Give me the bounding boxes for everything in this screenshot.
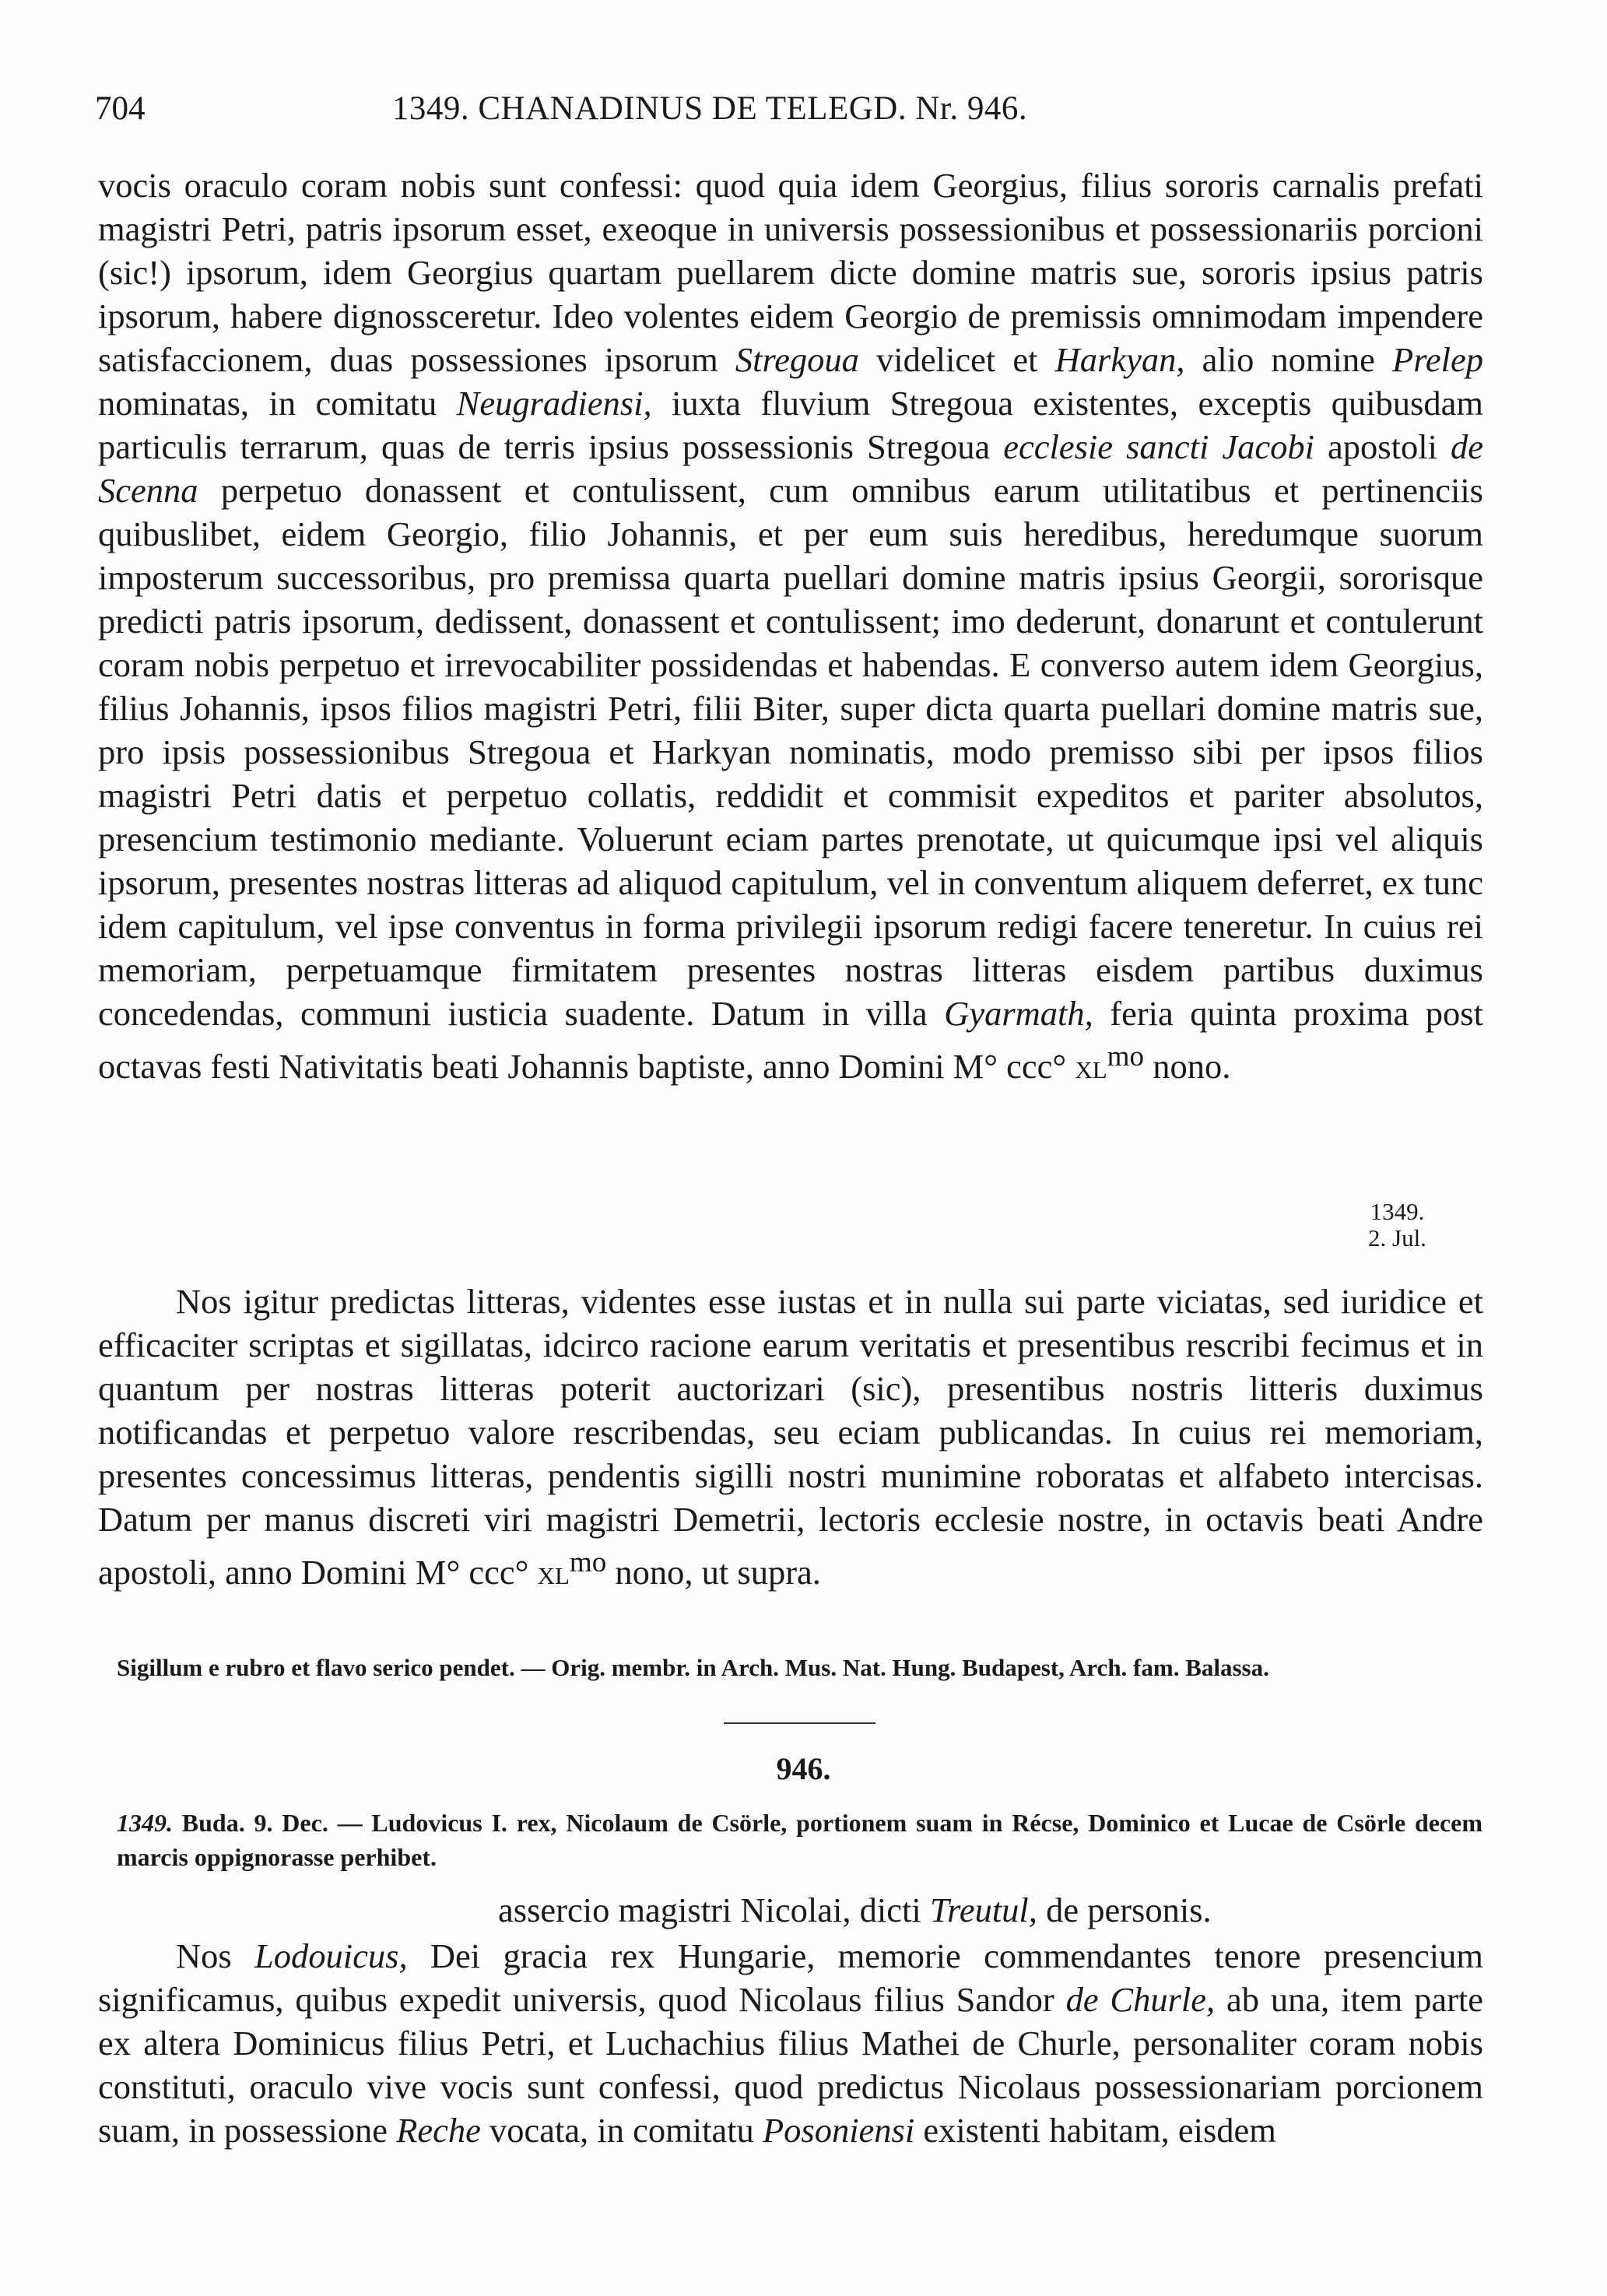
running-head: 1349. CHANADINUS DE TELEGD. Nr. 946. — [391, 90, 1028, 127]
document-number: 946. — [776, 1751, 831, 1786]
assercio-line: assercio magistri Nicolai, dicti Treutul, de personis. — [498, 1891, 1212, 1929]
section-divider — [724, 1722, 875, 1724]
regest-summary: 1349. Buda. 9. Dec. — Ludovicus I. rex, Nicolaum de Csörle, portionem suam in Récse, Dominico et Lucae de Csörle decem marcis oppignorasse perhibet. — [117, 1809, 1482, 1871]
confirmation-text — [98, 1280, 1483, 1594]
charter-text-946 — [98, 1934, 1483, 2152]
charter-text-continued — [98, 163, 1483, 1088]
paragraph-3: Nos Lodouicus, Dei gracia rex Hungarie, memorie commendantes tenore presencium significamus, quibus expedit universis, quod Nicolaus filius Sandor de Churle, ab una, item parte ex altera Dominicus filius Petri, et Luchachius filius Mathei de Churle, personaliter coram nobis constituti, oraculo vive vocis sunt confessi, quod predictus Nicolaus possessionariam porcionem suam, in possessione Reche vocata, in comitatu Posoniensi existenti habitam, eisdem — [98, 1936, 1484, 2150]
margin-date — [1368, 1199, 1426, 1252]
margin-date-day: 2. Jul. — [1368, 1224, 1426, 1252]
page-header — [95, 86, 1519, 132]
paragraph-2: Nos igitur predictas litteras, videntes esse iustas et in nulla sui parte viciatas, sed iuridice et efficaciter scriptas et sigillatas, idcirco racione earum veritatis et presentibus rescribi fecimus et in quantum per nostras litteras poterit auctorizari (sic), presentibus nostris litteris duximus notificandas et perpetuo valore rescribendas, seu eciam publicandas. In cuius rei memoriam, presentes concessimus litteras, pendentis sigilli nostri munimine roboratas et alfabeto intercisas. Datum per manus discreti viri magistri Demetrii, lectoris ecclesie nostre, in octavis beati Andre apostoli, anno Domini M° ccc° $xl^{mo}$ nono, ut supra. — [98, 1282, 1483, 1592]
source-note: Sigillum e rubro et flavo serico pendet. — Orig. membr. in Arch. Mus. Nat. Hung. Budapest, Arch. fam. Balassa. — [117, 1654, 1269, 1681]
margin-date-year: 1349. — [1370, 1198, 1425, 1225]
paragraph-1: vocis oraculo coram nobis sunt confessi: quod quia idem Georgius, filius sororis carnalis prefati magistri Petri, patris ipsorum esset, exeoque in universis possessionibus et possessionariis porcioni (sic!) ipsorum, idem Georgius quartam puellarem dicte domine matris sue, sororis ipsius patris ipsorum, habere dignossceretur. Ideo volentes eidem Georgio de premissis omnimodam impendere satisfaccionem, duas possessiones ipsorum Stregoua videlicet et Harkyan, alio nomine Prelep nominatas, in comitatu Neugradiensi, iuxta fluvium Stregoua existentes, exceptis quibusdam particulis terrarum, quas de terris ipsius possessionis Stregoua ecclesie sancti Jacobi apostoli de Scenna perpetuo donassent et contulissent, cum omnibus earum utilitatibus et pertinenciis quibuslibet, eidem Georgio, filio Johannis, et per eum suis heredibus, heredumque suorum imposterum successoribus, pro premissa quarta puellari domine matris ipsius Georgii, sororisque predicti patris ipsorum, dedissent, donassent et contulissent; imo dederunt, donarunt et contulerunt coram nobis perpetuo et irrevocabiliter possidendas et habendas. E converso autem idem Georgius, filius Johannis, ipsos filios magistri Petri, filii Biter, super dicta quarta puellari domine matris sue, pro ipsis possessionibus Stregoua et Harkyan nominatis, modo premisso sibi per ipsos filios magistri Petri datis et perpetuo collatis, reddidit et commisit expeditos et pariter absolutos, presencium testimonio mediante. Voluerunt eciam partes prenotate, ut quicumque ipsi vel aliquis ipsorum, presentes nostras litteras ad aliquod capitulum, vel in conventum aliquem deferret, ex tunc idem capitulum, vel ipse conventus in forma privilegii ipsorum redigi facere teneretur. In cuius rei memoriam, perpetuamque firmitatem presentes nostras litteras eisdem partibus duximus concedendas, communi iusticia suadente. Datum in villa Gyarmath, feria quinta proxima post octavas festi Nativitatis beati Johannis baptiste, anno Domini M° ccc° $xl^{mo}$ nono. — [98, 166, 1483, 1086]
page-number: 704 — [95, 90, 146, 127]
